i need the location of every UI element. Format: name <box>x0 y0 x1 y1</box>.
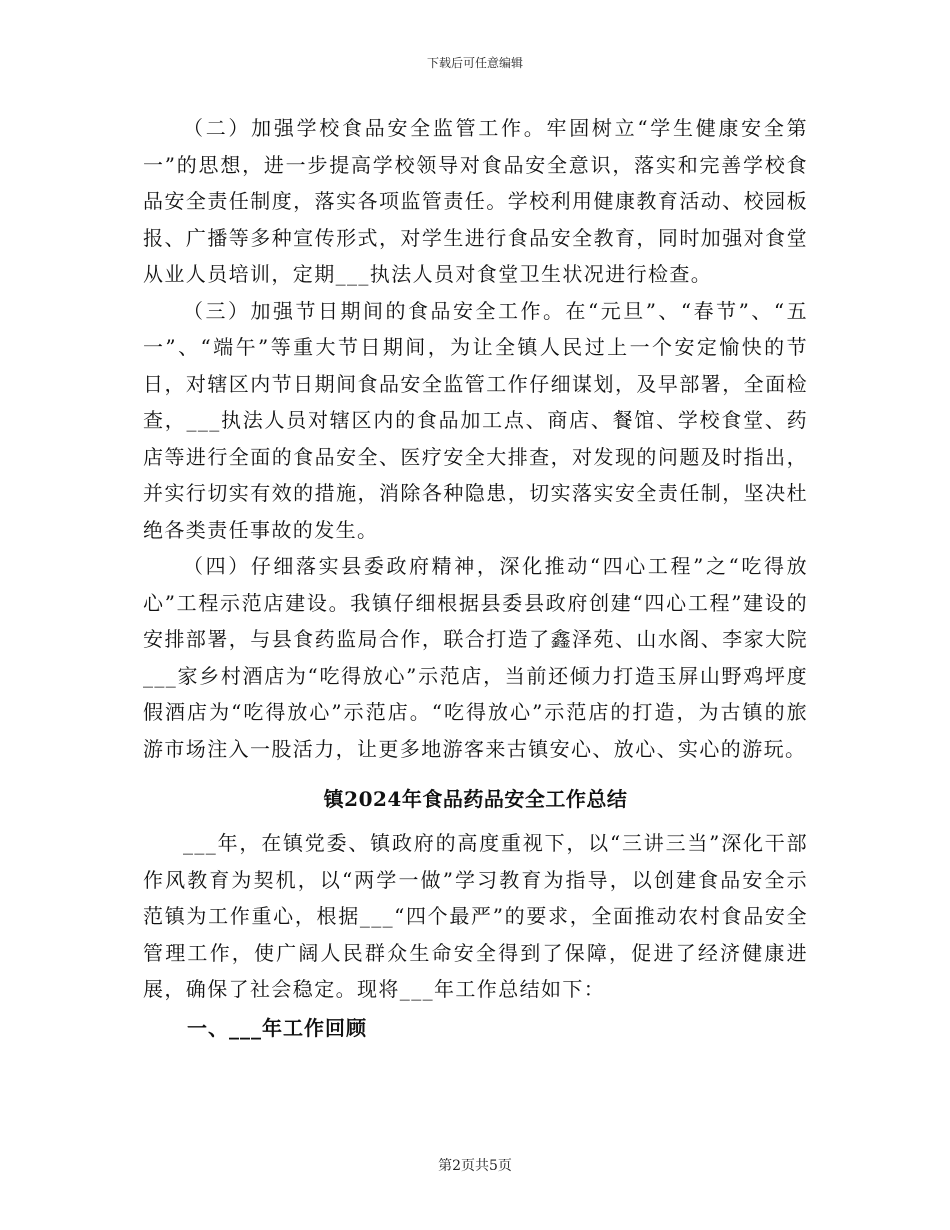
paragraph-summary-intro: ___年，在镇党委、镇政府的高度重视下，以“三讲三当”深化干部作风教育为契机，以“两学一做”学习教育为指导，以创建食品安全示范镇为工作重心，根据___“四个最严”的要求，全面推动农村食品安全管理工作，使广阔人民群众生命安全得到了保障，促进了经济健康进展，确保了社会稳定。现将___年工作总结如下： <box>143 831 808 1001</box>
page-number: 第2页共5页 <box>438 1158 512 1174</box>
paragraph-holiday-food-safety: （三）加强节日期间的食品安全工作。在“元旦”、“春节”、“五一”、“端午”等重大节日期间，为让全镇人民过上一个安定愉快的节日，对辖区内节日期间食品安全监管工作仔细谋划，及早部署，全面检查，___执法人员对辖区内的食品加工点、商店、餐馆、学校食堂、药店等进行全面的食品安全、医疗安全大排查，对发现的问题及时指出，并实行切实有效的措施，消除各种隐患，切实落实安全责任制，坚决杜绝各类责任事故的发生。 <box>143 298 808 542</box>
document-body <box>143 110 808 1048</box>
paragraph-four-hearts-project: （四）仔细落实县委政府精神，深化推动“四心工程”之“吃得放心”工程示范店建设。我镇仔细根据县委县政府创建“四心工程”建设的安排部署，与县食药监局合作，联合打造了鑫泽苑、山水阁、李家大院___家乡村酒店为“吃得放心”示范店，当前还倾力打造玉屏山野鸡坪度假酒店为“吃得放心”示范店。“吃得放心”示范店的打造，为古镇的旅游市场注入一股活力，让更多地游客来古镇安心、放心、实心的游玩。 <box>143 554 808 761</box>
section-title: 镇2024年食品药品安全工作总结 <box>323 787 628 811</box>
page-header: 下载后可任意编辑 <box>426 56 523 70</box>
paragraph-school-food-safety: （二）加强学校食品安全监管工作。牢固树立“学生健康安全第一”的思想，进一步提高学校领导对食品安全意识，落实和完善学校食品安全责任制度，落实各项监管责任。学校利用健康教育活动、校园板报、广播等多种宣传形式，对学生进行食品安全教育，同时加强对食堂从业人员培训，定期___执法人员对食堂卫生状况进行检查。 <box>143 116 808 286</box>
section-heading-review: 一、___年工作回顾 <box>187 1015 367 1040</box>
